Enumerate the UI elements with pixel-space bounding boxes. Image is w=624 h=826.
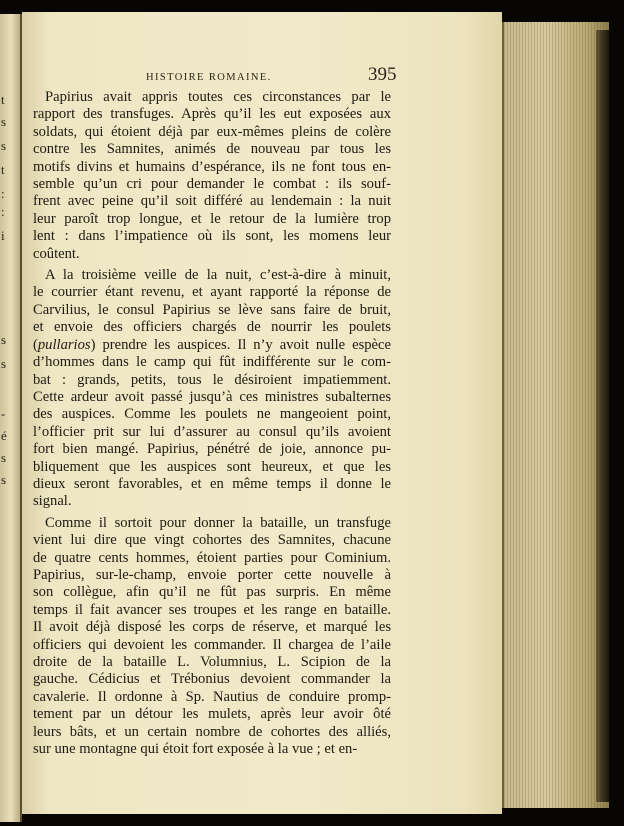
paragraph: [33, 267, 391, 511]
text-line: son collègue, afin qu’il ne fût pas surpris. En même: [33, 584, 391, 601]
text-line: Cette ardeur avoit passé jusqu’à ces ministres subalternes: [33, 388, 391, 405]
text-line: coûtent.: [33, 245, 80, 262]
facing-page-fragment: :: [1, 204, 5, 219]
text-line: Papirius avait appris toutes ces circonstances par le: [45, 89, 391, 105]
text-line: le courrier étant revenu, et ayant rapporté la réponse de: [33, 284, 391, 301]
text-line: leurs bâts, et un certain nombre de cohortes des alliés,: [33, 723, 391, 740]
facing-page-fragment: -: [1, 406, 6, 421]
text-line: dieux seront favorables, et en même temps il donne le: [33, 475, 391, 492]
page-number: 395: [368, 64, 397, 85]
facing-page-fragment: t: [1, 92, 5, 107]
facing-page-fragment: i: [1, 228, 5, 243]
facing-page-fragment: :: [1, 186, 5, 201]
text-line: lent : dans l’impatience où ils sont, les momens leur: [33, 228, 391, 245]
text-line: droite de la bataille L. Volumnius, L. Scipion de la: [33, 654, 391, 670]
page-block-edge: [502, 22, 609, 808]
text-line: vient lui dire que vingt cohortes des Samnites, chacune: [33, 532, 391, 549]
text-line: bat : grands, petits, tous le désiroient impatiemment.: [33, 371, 391, 388]
text-line: tement par un détour les mulets, après leur avoir ôté: [33, 706, 391, 723]
paragraph: [33, 515, 391, 759]
facing-page-fragment: s: [1, 332, 7, 347]
page-header: [22, 64, 502, 88]
facing-page-fragment: s: [1, 450, 7, 465]
facing-page-fragment: t: [1, 162, 5, 177]
text-line: Carvilius, le consul Papirius se lève sans faire de bruit,: [33, 301, 391, 318]
text-line: cavalerie. Il ordonne à Sp. Nautius de conduire promp-: [33, 688, 391, 705]
text-line: Comme il sortoit pour donner la bataille, un transfuge: [45, 514, 391, 531]
text-line: (pullarios) prendre les auspices. Il n’y avoit nulle espèce: [33, 336, 391, 353]
text-line: temps il fait avancer ses troupes et les range en bataille.: [33, 601, 391, 618]
text-line: fort bien mangé. Papirius, pénétré de joie, annonce pu-: [33, 441, 391, 458]
running-title: HISTOIRE ROMAINE.: [146, 72, 272, 83]
text-line: semble qu’un cri pour demander le combat : ils souf-: [33, 176, 391, 193]
binding-shadow: [596, 30, 610, 802]
text-line: sur une montagne qui étoit fort exposée à la vue ; et en-: [33, 741, 358, 758]
text-line: rapport des transfuges. Après qu’il les eut exposées aux: [33, 106, 391, 123]
book-page: [22, 12, 502, 814]
text-line: d’hommes dans le camp qui fût indifférente sur le com-: [33, 354, 391, 371]
facing-page-fragment: s: [1, 114, 7, 129]
text-line: frent avec peine qu’il soit différé au lendemain : la nuit: [33, 193, 391, 210]
facing-page-fragment: s: [1, 138, 7, 153]
text-line: l’officier prit sur lui d’assurer au consul qu’ils avoient: [33, 423, 391, 440]
text-line: officiers qui devoient les commander. Il chargea de l’aile: [33, 636, 391, 653]
text-line: Papirius, sur-le-champ, envoie porter cette nouvelle à: [33, 566, 391, 583]
facing-page-fragment: s: [1, 356, 7, 371]
text-line: Il avoit déjà disposé les corps de réserve, et marqué les: [33, 619, 391, 636]
text-line: leur paroît trop longue, et le retour de la lumière trop: [33, 210, 391, 227]
text-line: signal.: [33, 493, 72, 510]
text-line: A la troisième veille de la nuit, c’est-à-dire à minuit,: [45, 267, 391, 284]
text-line: soldats, qui étoient déjà par eux-mêmes pleins de colère: [33, 123, 391, 140]
body-text: [33, 89, 391, 762]
facing-page-fragment: é: [1, 428, 7, 443]
latin-term: pullarios: [37, 336, 91, 353]
facing-page-edge: [0, 14, 22, 822]
text-line: de quatre cents hommes, étoient parties pour Cominium.: [33, 549, 391, 566]
text-line: contre les Samnites, animés de nouveau par tous les: [33, 141, 391, 158]
text-line: bliquement que les auspices sont heureux, et que les: [33, 458, 391, 475]
text-line: motifs divins et humains d’espérance, ils ne font tous en-: [33, 158, 391, 175]
text-line: des auspices. Comme les poulets ne mangeoient point,: [33, 406, 391, 423]
text-line: gauche. Cédicius et Trébonius devoient commander la: [33, 671, 391, 688]
paragraph: [33, 89, 391, 263]
facing-page-fragment: s: [1, 472, 7, 487]
text-line: et envoie des officiers chargés de nourrir les poulets: [33, 319, 391, 336]
